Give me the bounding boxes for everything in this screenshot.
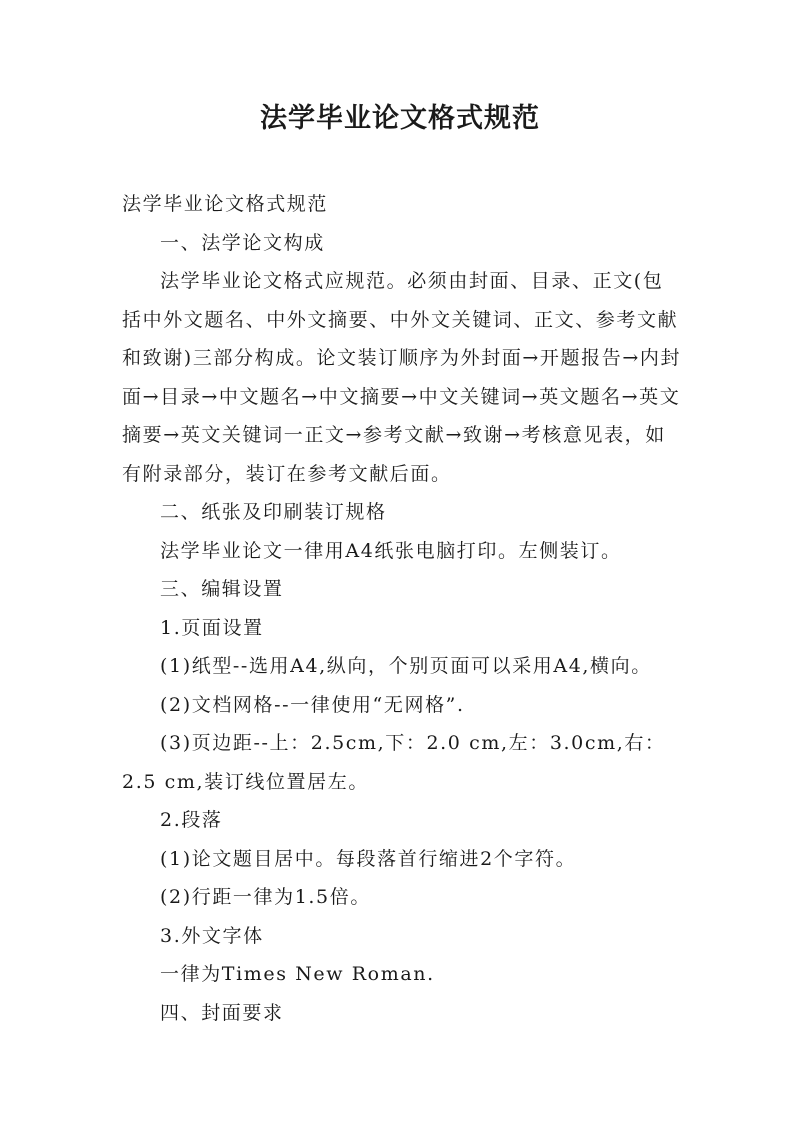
section-heading-4: 四、封面要求 — [160, 1001, 284, 1024]
paragraph-heading-repeat: 法学毕业论文格式规范 — [122, 193, 329, 215]
document-body — [122, 185, 682, 1032]
item-line-spacing: (2)行距一律为1.5倍。 — [160, 886, 371, 908]
section-heading-3: 三、编辑设置 — [160, 578, 284, 600]
item-title-center: (1)论文题目居中。每段落首行缩进2个字符。 — [160, 847, 577, 870]
item-page-margins: (3)页边距--上：2.5cm,下：2.0 cm,左：3.0cm,右：2.5 cm,装订线位置居左。 — [122, 732, 666, 793]
paragraph-paper: 法学毕业论文一律用A4纸张电脑打印。左侧装订。 — [160, 539, 622, 562]
subheading-paragraph: 2.段落 — [160, 809, 223, 831]
paragraph-structure: 法学毕业论文格式应规范。必须由封面、目录、正文(包括中外文题名、中外文摘要、中外文关键词、正文、参考文献和致谢)三部分构成。论文装订顺序为外封面→开题报告→内封面→目录→中文题名→中文摘要→中文关键词→英文题名→英文摘要→英文关键词一正文→参考文献→致谢→考核意见表，如有附录部分，装订在参考文献后面。 — [122, 270, 682, 485]
subheading-foreign-font: 3.外文字体 — [160, 924, 264, 947]
item-document-grid: (2)文档网格--一律使用“无网格”. — [160, 693, 465, 716]
section-heading-1: 一、法学论文构成 — [160, 231, 325, 254]
subheading-page-setup: 1.页面设置 — [160, 616, 264, 639]
section-heading-2: 二、纸张及印刷装订规格 — [160, 501, 387, 523]
item-font-name: 一律为Times New Roman. — [160, 963, 435, 985]
item-paper-type: (1)纸型--选用A4,纵向，个别页面可以采用A4,横向。 — [160, 655, 652, 677]
document-title: 法学毕业论文格式规范 — [260, 103, 540, 134]
